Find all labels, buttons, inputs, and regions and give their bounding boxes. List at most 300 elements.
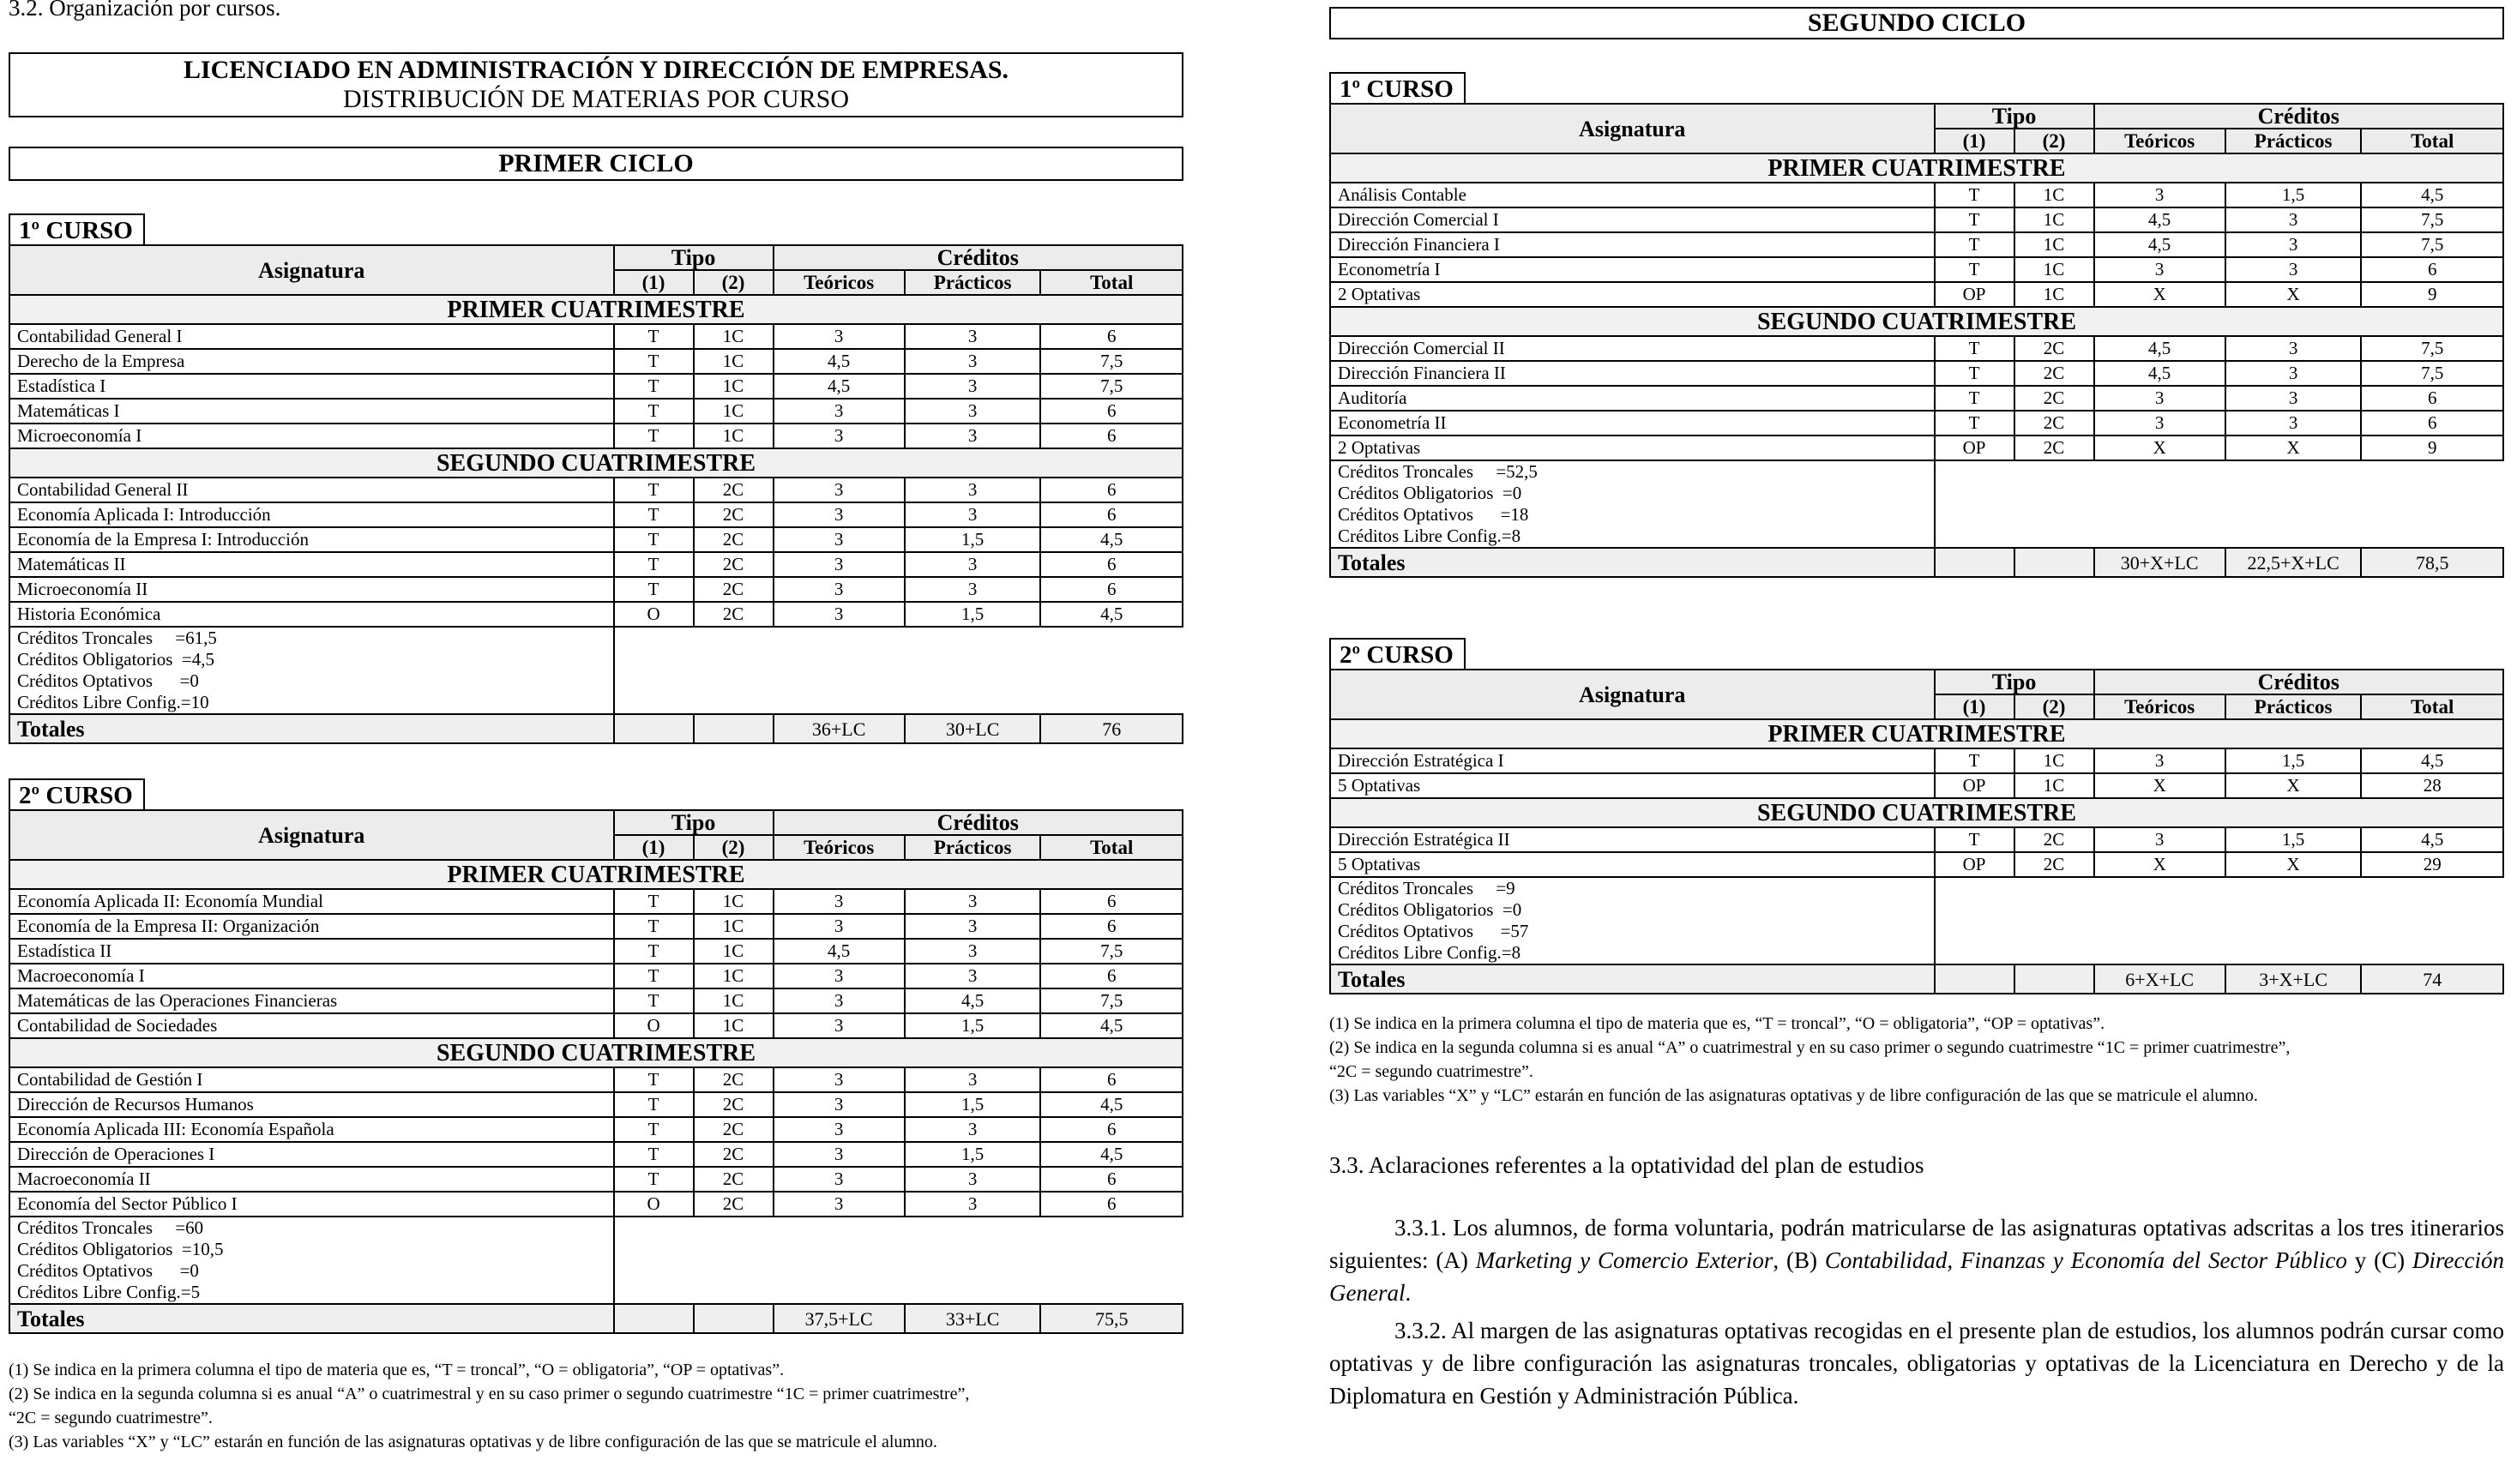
subject-name: Dirección Estratégica II — [1330, 827, 1935, 852]
subject-name: Econometría II — [1330, 411, 1935, 436]
subject-name: Dirección Financiera II — [1330, 361, 1935, 386]
blank-cell — [2014, 964, 2094, 994]
credits-line: Créditos Libre Config.=8 — [1338, 526, 1521, 546]
subject-practice-credits: 3 — [2225, 207, 2362, 232]
subject-name: Economía Aplicada I: Introducción — [9, 502, 614, 527]
header-row — [9, 245, 1183, 270]
course-label: 1º CURSO — [9, 213, 145, 244]
subject-total-credits: 6 — [1040, 889, 1183, 914]
subject-practice-credits: 3 — [905, 889, 1041, 914]
credits-summary — [9, 627, 614, 714]
subject-name: Economía de la Empresa II: Organización — [9, 914, 614, 939]
blank-cell — [614, 1217, 1183, 1304]
semester-row — [1330, 307, 2503, 336]
subject-total-credits: 4,5 — [1040, 1092, 1183, 1117]
semester-row — [1330, 719, 2503, 748]
subject-theory-credits: 4,5 — [2094, 207, 2225, 232]
subject-name: Economía del Sector Público I — [9, 1192, 614, 1217]
subject-theory-credits: X — [2094, 282, 2225, 307]
section-heading: 3.2. Organización por cursos. — [9, 0, 281, 21]
credits-line: Créditos Troncales =60 — [17, 1217, 204, 1238]
subject-period: 1C — [2014, 257, 2094, 282]
subject-type: OP — [1935, 436, 2014, 460]
subject-total-credits: 7,5 — [2361, 361, 2503, 386]
footnote: (1) Se indica en la primera columna el tipo de materia que es, “T = troncal”, “O = obligatoria”, “OP = optativas”. — [1329, 1014, 2105, 1033]
credits-summary-row — [9, 1217, 1183, 1304]
subject-period: 2C — [2014, 436, 2094, 460]
subject-period: 2C — [694, 602, 774, 627]
subject-theory-credits: 4,5 — [2094, 336, 2225, 361]
subject-type: T — [614, 324, 694, 349]
subject-row — [1330, 827, 2503, 852]
footnotes — [1329, 1012, 2504, 1108]
subject-name: Economía de la Empresa I: Introducción — [9, 527, 614, 552]
title-line-1: LICENCIADO EN ADMINISTRACIÓN Y DIRECCIÓN DE EMPRESAS. — [183, 56, 1009, 84]
subject-name: Contabilidad de Sociedades — [9, 1013, 614, 1038]
subject-row — [9, 939, 1183, 964]
credits-summary-row — [1330, 877, 2503, 964]
subject-period: 2C — [694, 1092, 774, 1117]
header-row — [9, 810, 1183, 835]
semester-label: PRIMER CUATRIMESTRE — [1330, 153, 2503, 183]
subject-type: T — [1935, 411, 2014, 436]
subject-period: 1C — [2014, 773, 2094, 798]
subject-theory-credits: 3 — [774, 1192, 905, 1217]
itinerary-a: Marketing y Comercio Exterior — [1475, 1247, 1773, 1273]
subject-practice-credits: X — [2225, 773, 2362, 798]
subject-period: 2C — [694, 1192, 774, 1217]
subject-row — [9, 349, 1183, 374]
subject-type: T — [614, 964, 694, 988]
subject-period: 1C — [694, 1013, 774, 1038]
totals-theory: 36+LC — [774, 714, 905, 743]
subject-period: 1C — [694, 914, 774, 939]
subject-total-credits: 4,5 — [1040, 1142, 1183, 1167]
credits-line: Créditos Troncales =61,5 — [17, 628, 217, 648]
semester-row — [9, 295, 1183, 324]
subject-practice-credits: 3 — [905, 577, 1041, 602]
totals-label: Totales — [1330, 964, 1935, 994]
col-creditos: Créditos — [774, 810, 1183, 835]
course-table — [9, 244, 1183, 744]
subject-name: Contabilidad General I — [9, 324, 614, 349]
subject-practice-credits: 3 — [2225, 257, 2362, 282]
subject-period: 2C — [694, 1167, 774, 1192]
totals-total: 74 — [2361, 964, 2503, 994]
subject-row — [9, 1013, 1183, 1038]
subject-theory-credits: 4,5 — [774, 939, 905, 964]
semester-row — [9, 1038, 1183, 1067]
subject-total-credits: 7,5 — [2361, 207, 2503, 232]
totals-row — [9, 1304, 1183, 1333]
subject-row — [9, 1167, 1183, 1192]
subject-total-credits: 7,5 — [2361, 232, 2503, 257]
subject-total-credits: 7,5 — [2361, 336, 2503, 361]
blank-cell — [694, 1304, 774, 1333]
subject-row — [1330, 207, 2503, 232]
col-tipo: Tipo — [1935, 670, 2094, 694]
subject-row — [9, 988, 1183, 1013]
subject-name: 5 Optativas — [1330, 773, 1935, 798]
subject-period: 2C — [2014, 336, 2094, 361]
right-page — [1329, 0, 2504, 1412]
subject-type: OP — [1935, 852, 2014, 877]
subject-name: Microeconomía II — [9, 577, 614, 602]
semester-label: PRIMER CUATRIMESTRE — [9, 860, 1183, 889]
subject-theory-credits: 3 — [774, 1167, 905, 1192]
col-total: Total — [2361, 694, 2503, 719]
subject-type: T — [614, 1092, 694, 1117]
col-tipo-1: (1) — [1935, 694, 2014, 719]
totals-practice: 3+X+LC — [2225, 964, 2362, 994]
totals-label: Totales — [1330, 548, 1935, 577]
subject-theory-credits: 3 — [774, 527, 905, 552]
subject-row — [9, 399, 1183, 424]
subject-total-credits: 4,5 — [1040, 527, 1183, 552]
itinerary-b: Contabilidad, Finanzas y Economía del Sector Público — [1824, 1247, 2347, 1273]
subject-row — [9, 527, 1183, 552]
subject-type: T — [614, 1067, 694, 1092]
col-teoricos: Teóricos — [774, 835, 905, 860]
subject-period: 2C — [694, 577, 774, 602]
col-teoricos: Teóricos — [2094, 129, 2225, 153]
subject-row — [1330, 361, 2503, 386]
subject-type: T — [614, 399, 694, 424]
subject-row — [1330, 183, 2503, 207]
totals-practice: 30+LC — [905, 714, 1041, 743]
subject-name: Matemáticas de las Operaciones Financieras — [9, 988, 614, 1013]
credits-line: Créditos Obligatorios =4,5 — [17, 649, 214, 670]
subject-name: 2 Optativas — [1330, 282, 1935, 307]
footnote: (2) Se indica en la segunda columna si es anual “A” o cuatrimestral y en su caso primer o segundo cuatrimestre “1C = primer cuatrimestre”, — [9, 1385, 970, 1403]
header-row — [1330, 670, 2503, 694]
subject-name: Estadística II — [9, 939, 614, 964]
subject-practice-credits: X — [2225, 282, 2362, 307]
subject-period: 1C — [694, 374, 774, 399]
subject-total-credits: 7,5 — [1040, 349, 1183, 374]
subjects-table — [9, 244, 1183, 744]
semester-row — [9, 448, 1183, 478]
subject-type: T — [614, 939, 694, 964]
col-creditos: Créditos — [774, 245, 1183, 270]
subject-total-credits: 4,5 — [2361, 827, 2503, 852]
subject-row — [1330, 386, 2503, 411]
subject-practice-credits: 3 — [2225, 386, 2362, 411]
subject-period: 2C — [2014, 361, 2094, 386]
subject-type: T — [1935, 827, 2014, 852]
col-tipo-2: (2) — [2014, 129, 2094, 153]
subject-name: Econometría I — [1330, 257, 1935, 282]
subject-theory-credits: 3 — [774, 602, 905, 627]
subject-name: Dirección de Recursos Humanos — [9, 1092, 614, 1117]
totals-theory: 37,5+LC — [774, 1304, 905, 1333]
subject-row — [9, 964, 1183, 988]
subject-row — [9, 914, 1183, 939]
subject-row — [9, 1067, 1183, 1092]
subject-type: T — [614, 577, 694, 602]
subject-theory-credits: 4,5 — [774, 374, 905, 399]
col-practicos: Prácticos — [905, 270, 1041, 295]
subject-period: 1C — [694, 424, 774, 448]
subject-name: Matemáticas I — [9, 399, 614, 424]
subject-theory-credits: 3 — [774, 424, 905, 448]
subject-name: Estadística I — [9, 374, 614, 399]
subject-practice-credits: 1,5 — [905, 527, 1041, 552]
subject-name: Historia Económica — [9, 602, 614, 627]
subject-total-credits: 4,5 — [1040, 1013, 1183, 1038]
totals-total: 78,5 — [2361, 548, 2503, 577]
subject-theory-credits: 3 — [774, 964, 905, 988]
subject-period: 1C — [694, 939, 774, 964]
footnote: (3) Las variables “X” y “LC” estarán en función de las asignaturas optativas y de libre configuración de las que se matricule el alumno. — [1329, 1086, 2258, 1105]
subjects-table — [1329, 669, 2504, 994]
col-practicos: Prácticos — [905, 835, 1041, 860]
subject-theory-credits: 3 — [774, 577, 905, 602]
blank-cell — [1935, 964, 2014, 994]
subject-type: T — [1935, 207, 2014, 232]
subject-theory-credits: 4,5 — [2094, 232, 2225, 257]
subject-name: Dirección Estratégica I — [1330, 748, 1935, 773]
semester-row — [9, 860, 1183, 889]
left-page — [9, 0, 1183, 1454]
subject-practice-credits: 3 — [905, 324, 1041, 349]
credits-line: Créditos Libre Config.=8 — [1338, 942, 1521, 963]
subject-theory-credits: 3 — [774, 502, 905, 527]
footnote: (2) Se indica en la segunda columna si es anual “A” o cuatrimestral y en su caso primer o segundo cuatrimestre “1C = primer cuatrimestre”, — [1329, 1038, 2291, 1057]
subject-total-credits: 6 — [1040, 1167, 1183, 1192]
col-teoricos: Teóricos — [774, 270, 905, 295]
col-creditos: Créditos — [2094, 670, 2503, 694]
credits-summary-row — [9, 627, 1183, 714]
subject-row — [9, 889, 1183, 914]
credits-line: Créditos Troncales =52,5 — [1338, 461, 1538, 482]
subject-type: T — [614, 552, 694, 577]
subject-practice-credits: 1,5 — [905, 1142, 1041, 1167]
subject-name: Matemáticas II — [9, 552, 614, 577]
subject-period: 2C — [694, 552, 774, 577]
subject-row — [9, 478, 1183, 502]
subject-total-credits: 28 — [2361, 773, 2503, 798]
totals-row — [1330, 548, 2503, 577]
cycle-title: SEGUNDO CICLO — [1329, 7, 2504, 39]
col-practicos: Prácticos — [2225, 129, 2362, 153]
col-total: Total — [2361, 129, 2503, 153]
blank-cell — [2014, 548, 2094, 577]
course-table — [1329, 103, 2504, 578]
subject-period: 2C — [694, 502, 774, 527]
subject-practice-credits: 3 — [905, 349, 1041, 374]
subject-practice-credits: 3 — [905, 1117, 1041, 1142]
subject-period: 1C — [2014, 232, 2094, 257]
footnote: “2C = segundo cuatrimestre”. — [9, 1409, 213, 1427]
col-asignatura: Asignatura — [1330, 670, 1935, 719]
subject-practice-credits: 3 — [905, 1167, 1041, 1192]
subject-theory-credits: 3 — [774, 1013, 905, 1038]
subject-practice-credits: 1,5 — [2225, 183, 2362, 207]
subject-total-credits: 9 — [2361, 282, 2503, 307]
text-run: . — [1405, 1280, 1412, 1306]
subject-practice-credits: 1,5 — [2225, 827, 2362, 852]
subject-name: Dirección Comercial I — [1330, 207, 1935, 232]
subject-practice-credits: X — [2225, 436, 2362, 460]
subject-practice-credits: 3 — [905, 424, 1041, 448]
subject-total-credits: 6 — [1040, 324, 1183, 349]
totals-label: Totales — [9, 714, 614, 743]
subject-total-credits: 7,5 — [1040, 374, 1183, 399]
subject-period: 2C — [694, 527, 774, 552]
subject-practice-credits: 3 — [905, 1067, 1041, 1092]
blank-cell — [1935, 877, 2503, 964]
credits-summary — [9, 1217, 614, 1304]
subject-theory-credits: X — [2094, 436, 2225, 460]
blank-cell — [614, 1304, 694, 1333]
subject-row — [1330, 257, 2503, 282]
subject-theory-credits: 3 — [2094, 748, 2225, 773]
col-creditos: Créditos — [2094, 104, 2503, 129]
subject-type: T — [614, 424, 694, 448]
subject-period: 2C — [2014, 386, 2094, 411]
credits-summary — [1330, 460, 1935, 548]
credits-summary-row — [1330, 460, 2503, 548]
subject-period: 1C — [2014, 183, 2094, 207]
col-practicos: Prácticos — [2225, 694, 2362, 719]
subject-period: 2C — [2014, 827, 2094, 852]
subject-total-credits: 6 — [1040, 424, 1183, 448]
subject-type: OP — [1935, 773, 2014, 798]
col-tipo-1: (1) — [614, 270, 694, 295]
credits-line: Créditos Libre Config.=10 — [17, 692, 209, 712]
totals-practice: 33+LC — [905, 1304, 1041, 1333]
col-tipo: Tipo — [614, 245, 774, 270]
subject-period: 1C — [694, 964, 774, 988]
subject-theory-credits: 3 — [774, 399, 905, 424]
footnote: “2C = segundo cuatrimestre”. — [1329, 1062, 1533, 1081]
subject-row — [1330, 232, 2503, 257]
subject-practice-credits: 4,5 — [905, 988, 1041, 1013]
subject-type: O — [614, 602, 694, 627]
subject-theory-credits: 3 — [774, 1117, 905, 1142]
semester-label: PRIMER CUATRIMESTRE — [9, 295, 1183, 324]
subject-type: T — [1935, 386, 2014, 411]
subject-total-credits: 4,5 — [1040, 602, 1183, 627]
course-label: 2º CURSO — [1329, 638, 1466, 669]
subject-period: 2C — [694, 1142, 774, 1167]
subject-practice-credits: 3 — [2225, 336, 2362, 361]
subject-total-credits: 6 — [2361, 386, 2503, 411]
course-table — [1329, 669, 2504, 994]
subject-theory-credits: X — [2094, 773, 2225, 798]
subject-practice-credits: 1,5 — [905, 602, 1041, 627]
footnote: (3) Las variables “X” y “LC” estarán en función de las asignaturas optativas y de libre configuración de las que se matricule el alumno. — [9, 1433, 937, 1451]
subject-name: Contabilidad General II — [9, 478, 614, 502]
itinerary-c: Dirección General — [1329, 1247, 2504, 1306]
subject-practice-credits: 3 — [905, 914, 1041, 939]
semester-label: PRIMER CUATRIMESTRE — [1330, 719, 2503, 748]
credits-line: Créditos Optativos =57 — [1338, 921, 1529, 941]
subject-row — [9, 1117, 1183, 1142]
subject-row — [9, 1142, 1183, 1167]
subject-name: 5 Optativas — [1330, 852, 1935, 877]
subject-row — [9, 374, 1183, 399]
blank-cell — [614, 627, 1183, 714]
subject-total-credits: 6 — [1040, 1192, 1183, 1217]
blank-cell — [614, 714, 694, 743]
subject-total-credits: 6 — [1040, 914, 1183, 939]
subject-type: T — [614, 1142, 694, 1167]
subject-type: T — [614, 527, 694, 552]
subject-name: Macroeconomía I — [9, 964, 614, 988]
subject-type: T — [614, 914, 694, 939]
col-tipo-2: (2) — [694, 270, 774, 295]
subject-name: 2 Optativas — [1330, 436, 1935, 460]
subject-period: 1C — [2014, 282, 2094, 307]
subject-theory-credits: 3 — [2094, 257, 2225, 282]
blank-cell — [694, 714, 774, 743]
subject-name: Macroeconomía II — [9, 1167, 614, 1192]
subject-row — [1330, 336, 2503, 361]
subject-type: T — [614, 502, 694, 527]
col-asignatura: Asignatura — [9, 245, 614, 295]
subject-practice-credits: 1,5 — [905, 1013, 1041, 1038]
credits-line: Créditos Optativos =18 — [1338, 504, 1529, 525]
subject-theory-credits: 3 — [774, 889, 905, 914]
credits-line: Créditos Optativos =0 — [17, 1260, 199, 1281]
blank-cell — [1935, 548, 2014, 577]
subject-theory-credits: 3 — [2094, 386, 2225, 411]
subjects-table — [1329, 103, 2504, 578]
subject-period: 1C — [2014, 207, 2094, 232]
subject-total-credits: 6 — [1040, 1067, 1183, 1092]
subject-period: 1C — [694, 889, 774, 914]
subject-row — [9, 552, 1183, 577]
credits-line: Créditos Libre Config.=5 — [17, 1282, 201, 1302]
semester-row — [1330, 153, 2503, 183]
subject-type: OP — [1935, 282, 2014, 307]
subject-period: 1C — [2014, 748, 2094, 773]
subject-row — [1330, 852, 2503, 877]
subject-practice-credits: 3 — [2225, 361, 2362, 386]
subject-period: 2C — [694, 478, 774, 502]
subject-period: 2C — [694, 1117, 774, 1142]
col-teoricos: Teóricos — [2094, 694, 2225, 719]
subject-theory-credits: X — [2094, 852, 2225, 877]
subject-theory-credits: 3 — [2094, 411, 2225, 436]
totals-row — [1330, 964, 2503, 994]
credits-line: Créditos Troncales =9 — [1338, 878, 1515, 898]
course-block — [1329, 72, 2504, 578]
text-run: y (C) — [2346, 1247, 2412, 1273]
totals-practice: 22,5+X+LC — [2225, 548, 2362, 577]
subject-period: 1C — [694, 399, 774, 424]
totals-total: 76 — [1040, 714, 1183, 743]
paragraph-3-3-2: 3.3.2. Al margen de las asignaturas optativas recogidas en el presente plan de estudios, los alumnos podrán cursar como optativas y de libre configuración las asignaturas troncales, obligatorias y optativas de la Licenciatura en Derecho y de la Diplomatura en Gestión y Administración Pública. — [1329, 1318, 2504, 1409]
semester-label: SEGUNDO CUATRIMESTRE — [9, 1038, 1183, 1067]
subject-period: 1C — [694, 988, 774, 1013]
col-tipo-1: (1) — [1935, 129, 2014, 153]
subject-theory-credits: 3 — [774, 324, 905, 349]
subject-name: Economía Aplicada III: Economía Española — [9, 1117, 614, 1142]
section-3-3-heading: 3.3. Aclaraciones referentes a la optatividad del plan de estudios — [1329, 1152, 1924, 1178]
subject-total-credits: 4,5 — [2361, 183, 2503, 207]
subject-name: Economía Aplicada II: Economía Mundial — [9, 889, 614, 914]
subject-total-credits: 6 — [1040, 964, 1183, 988]
subject-practice-credits: 3 — [2225, 411, 2362, 436]
paragraph-3-3-1 — [1329, 1211, 2504, 1309]
subject-row — [1330, 282, 2503, 307]
text-run: , (B) — [1773, 1247, 1825, 1273]
subject-row — [1330, 411, 2503, 436]
subject-name: Dirección de Operaciones I — [9, 1142, 614, 1167]
